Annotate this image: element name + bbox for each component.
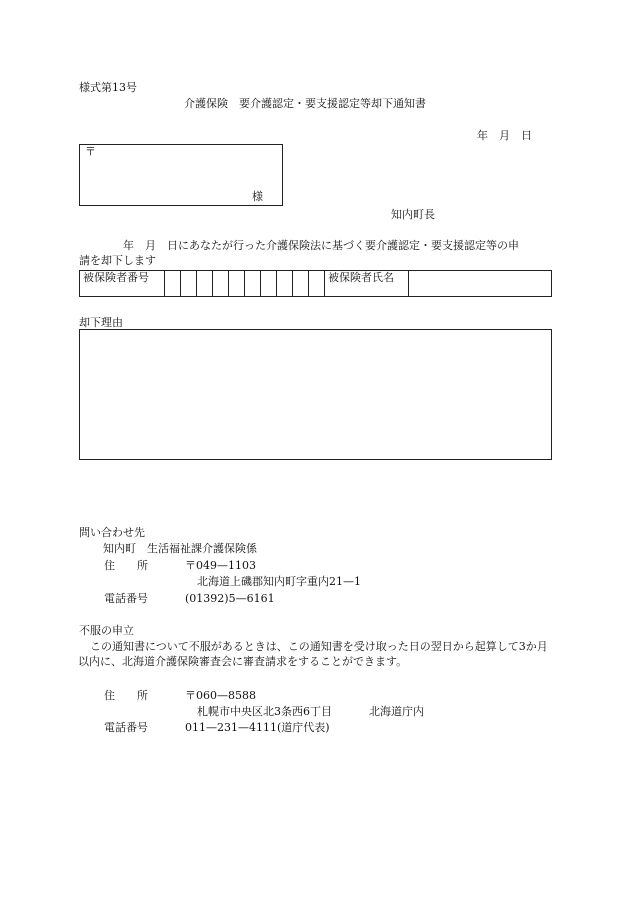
- insured-number-digit[interactable]: [245, 271, 261, 297]
- recipient-address-box: [79, 144, 283, 206]
- issuer-name: 知内町長: [391, 208, 435, 221]
- body-text-line1: 年 月 日にあなたが行った介護保険法に基づく要介護認定・要支援認定等の申: [123, 239, 519, 252]
- contact-office: 知内町 生活福祉課介護保険係: [103, 542, 257, 555]
- insured-number-digit[interactable]: [229, 271, 245, 297]
- appeal-address: 札幌市中央区北3条西6丁目: [197, 705, 332, 718]
- insured-number-digit[interactable]: [309, 271, 325, 297]
- appeal-phone: 011—231—4111(道庁代表): [185, 721, 330, 734]
- insured-number-digit[interactable]: [293, 271, 309, 297]
- insured-number-digit[interactable]: [197, 271, 213, 297]
- contact-postal: 〒049—1103: [185, 559, 256, 572]
- insured-info-table: [79, 270, 552, 297]
- appeal-heading: 不服の申立: [79, 624, 134, 637]
- appeal-text: この通知書について不服があるときは、この通知書を受け取った日の翌日から起算して3か月以内に、北海道介護保険審査会に審査請求をすることができます。: [78, 640, 548, 668]
- rejection-reason-box[interactable]: [79, 329, 552, 460]
- contact-phone: (01392)5—6161: [185, 592, 275, 605]
- honorific-sama: 様: [252, 190, 263, 203]
- contact-phone-label: 電話番号: [104, 592, 148, 605]
- insured-number-digit[interactable]: [261, 271, 277, 297]
- appeal-office: 北海道庁内: [369, 705, 424, 718]
- issue-date: 年 月 日: [477, 129, 532, 142]
- body-text-line2: 請を却下します: [79, 254, 156, 267]
- contact-address: 北海道上磯郡知内町字重内21—1: [197, 575, 361, 588]
- document-title: 介護保険 要介護認定・要支援認定等却下通知書: [184, 97, 426, 110]
- insured-number-digit[interactable]: [277, 271, 293, 297]
- contact-address-label: 住 所: [104, 559, 148, 572]
- rejection-reason-label: 却下理由: [79, 316, 123, 329]
- insured-name-field[interactable]: [409, 271, 552, 297]
- appeal-address-label: 住 所: [104, 689, 148, 702]
- insured-name-label: 被保険者氏名: [325, 271, 409, 297]
- contact-heading: 問い合わせ先: [79, 526, 145, 539]
- insured-number-digit[interactable]: [181, 271, 197, 297]
- appeal-phone-label: 電話番号: [104, 721, 148, 734]
- insured-number-digit[interactable]: [213, 271, 229, 297]
- form-number: 様式第13号: [79, 81, 137, 94]
- insured-number-digit[interactable]: [165, 271, 181, 297]
- appeal-postal: 〒060—8588: [185, 689, 256, 702]
- postal-mark: 〒: [85, 145, 96, 158]
- insured-number-label: 被保険者番号: [80, 271, 165, 297]
